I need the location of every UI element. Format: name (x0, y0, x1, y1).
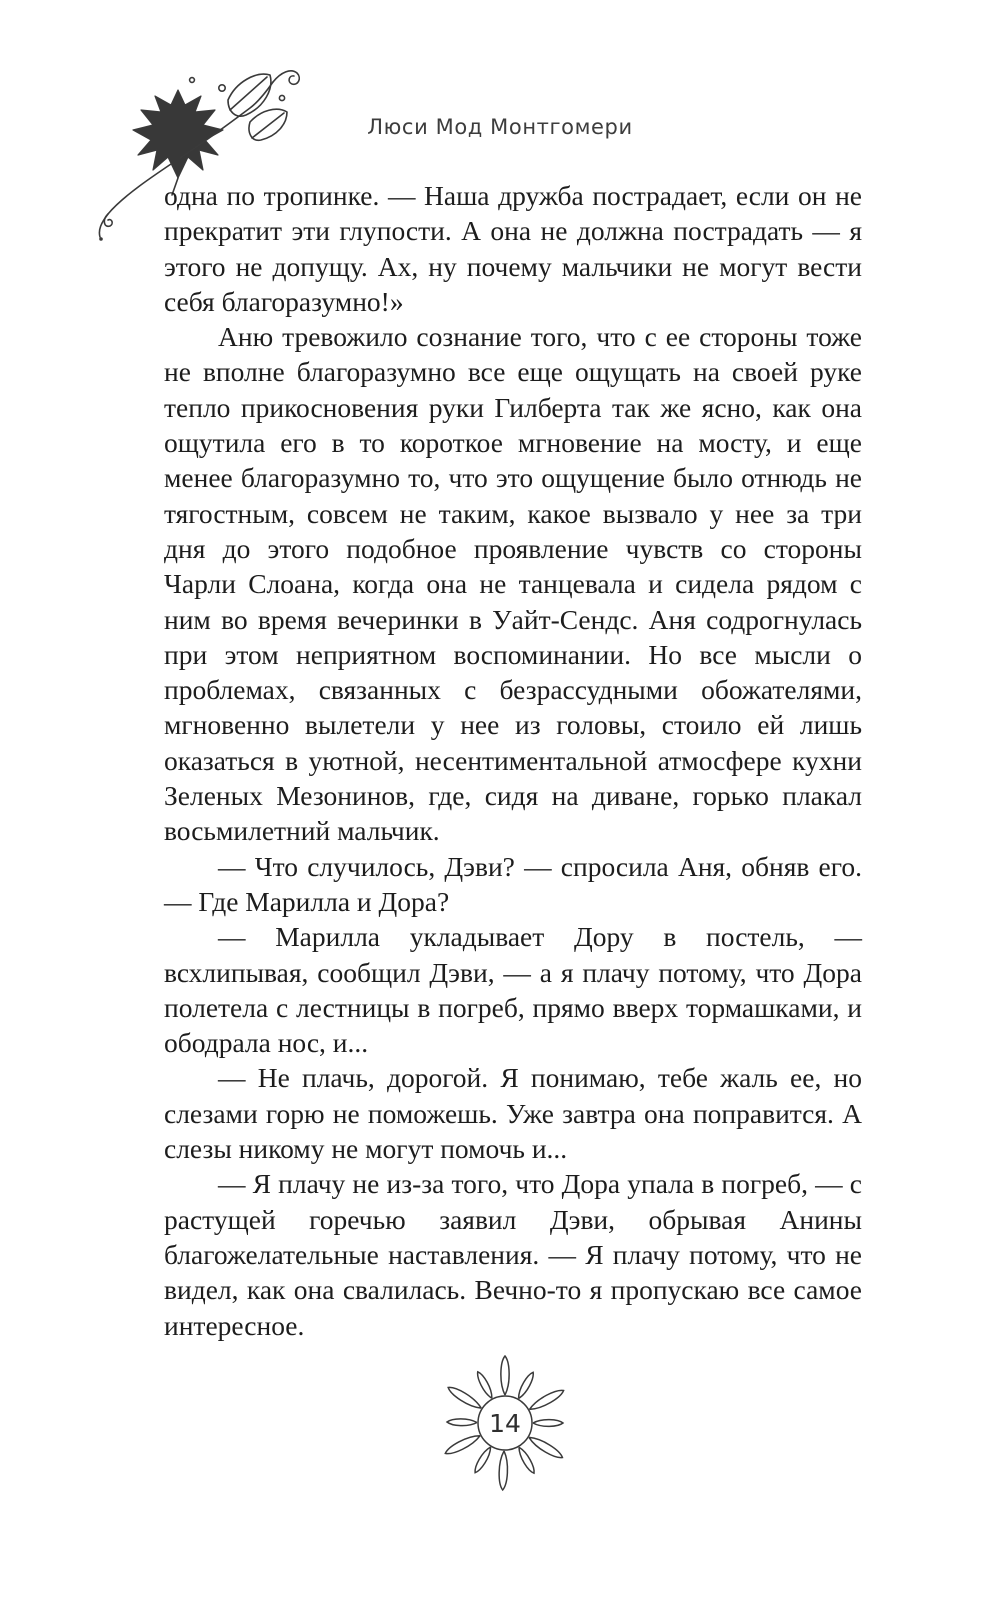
paragraph: Аню тревожило сознание того, что с ее стороны тоже не вполне благоразумно все еще ощущать на своей руке тепло прикосновения руки Гилберта так же ясно, как она ощутила его в то короткое мгновение на мосту, и еще менее благоразумно то, что это ощущение было отнюдь не тягостным, совсем не таким, какое вызвало у нее за три дня до этого подобное проявление чувств со стороны Чарли Слоана, когда она не танцевала и сидела рядом с ним во время вечеринки в Уайт-Сендс. Аня содрогнулась при этом неприятном воспоминании. Но все мысли о проблемах, связанных с безрассудными обожателями, мгновенно вылетели у нее из головы, стоило ей лишь оказаться в уютной, несентиментальной атмосфере кухни Зеленых Мезонинов, где, сидя на диване, горько плакал восьмилетний мальчик. (164, 321, 862, 847)
running-header-author: Люси Мод Монтгомери (367, 115, 633, 139)
body-text-block (164, 178, 862, 1343)
paragraph-dialogue: — Что случилось, Дэви? — спросила Аня, обняв его. — Где Марилла и Дора? (164, 850, 862, 917)
paragraph-dialogue: — Не плачь, дорогой. Я понимаю, тебе жаль ее, но слезами горю не поможешь. Уже завтра она поправится. А слезы никому не могут помочь и... (164, 1062, 862, 1165)
paragraph-continuation: одна по тропинке. — Наша дружба пострадает, если он не прекратит эти глупости. А она не должна пострадать — я этого не допущу. Ах, ну почему мальчики не могут вести себя благоразумно!» (164, 180, 862, 317)
paragraph-dialogue: — Я плачу не из-за того, что Дора упала в погреб, — с растущей горечью заявил Дэви, обрывая Анины благожелательные наставления. — Я плачу потому, что не видел, как она свалилась. Вечно-то я пропускаю все самое интересное. (164, 1168, 862, 1341)
paragraph-dialogue: — Марилла укладывает Дору в постель, — всхлипывая, сообщил Дэви, — а я плачу потому, что Дора полетела с лестницы в погреб, прямо вверх тормашками, и ободрала нос, и... (164, 921, 862, 1059)
page-number-ornament (430, 1348, 580, 1498)
page-number: 14 (489, 1408, 521, 1438)
